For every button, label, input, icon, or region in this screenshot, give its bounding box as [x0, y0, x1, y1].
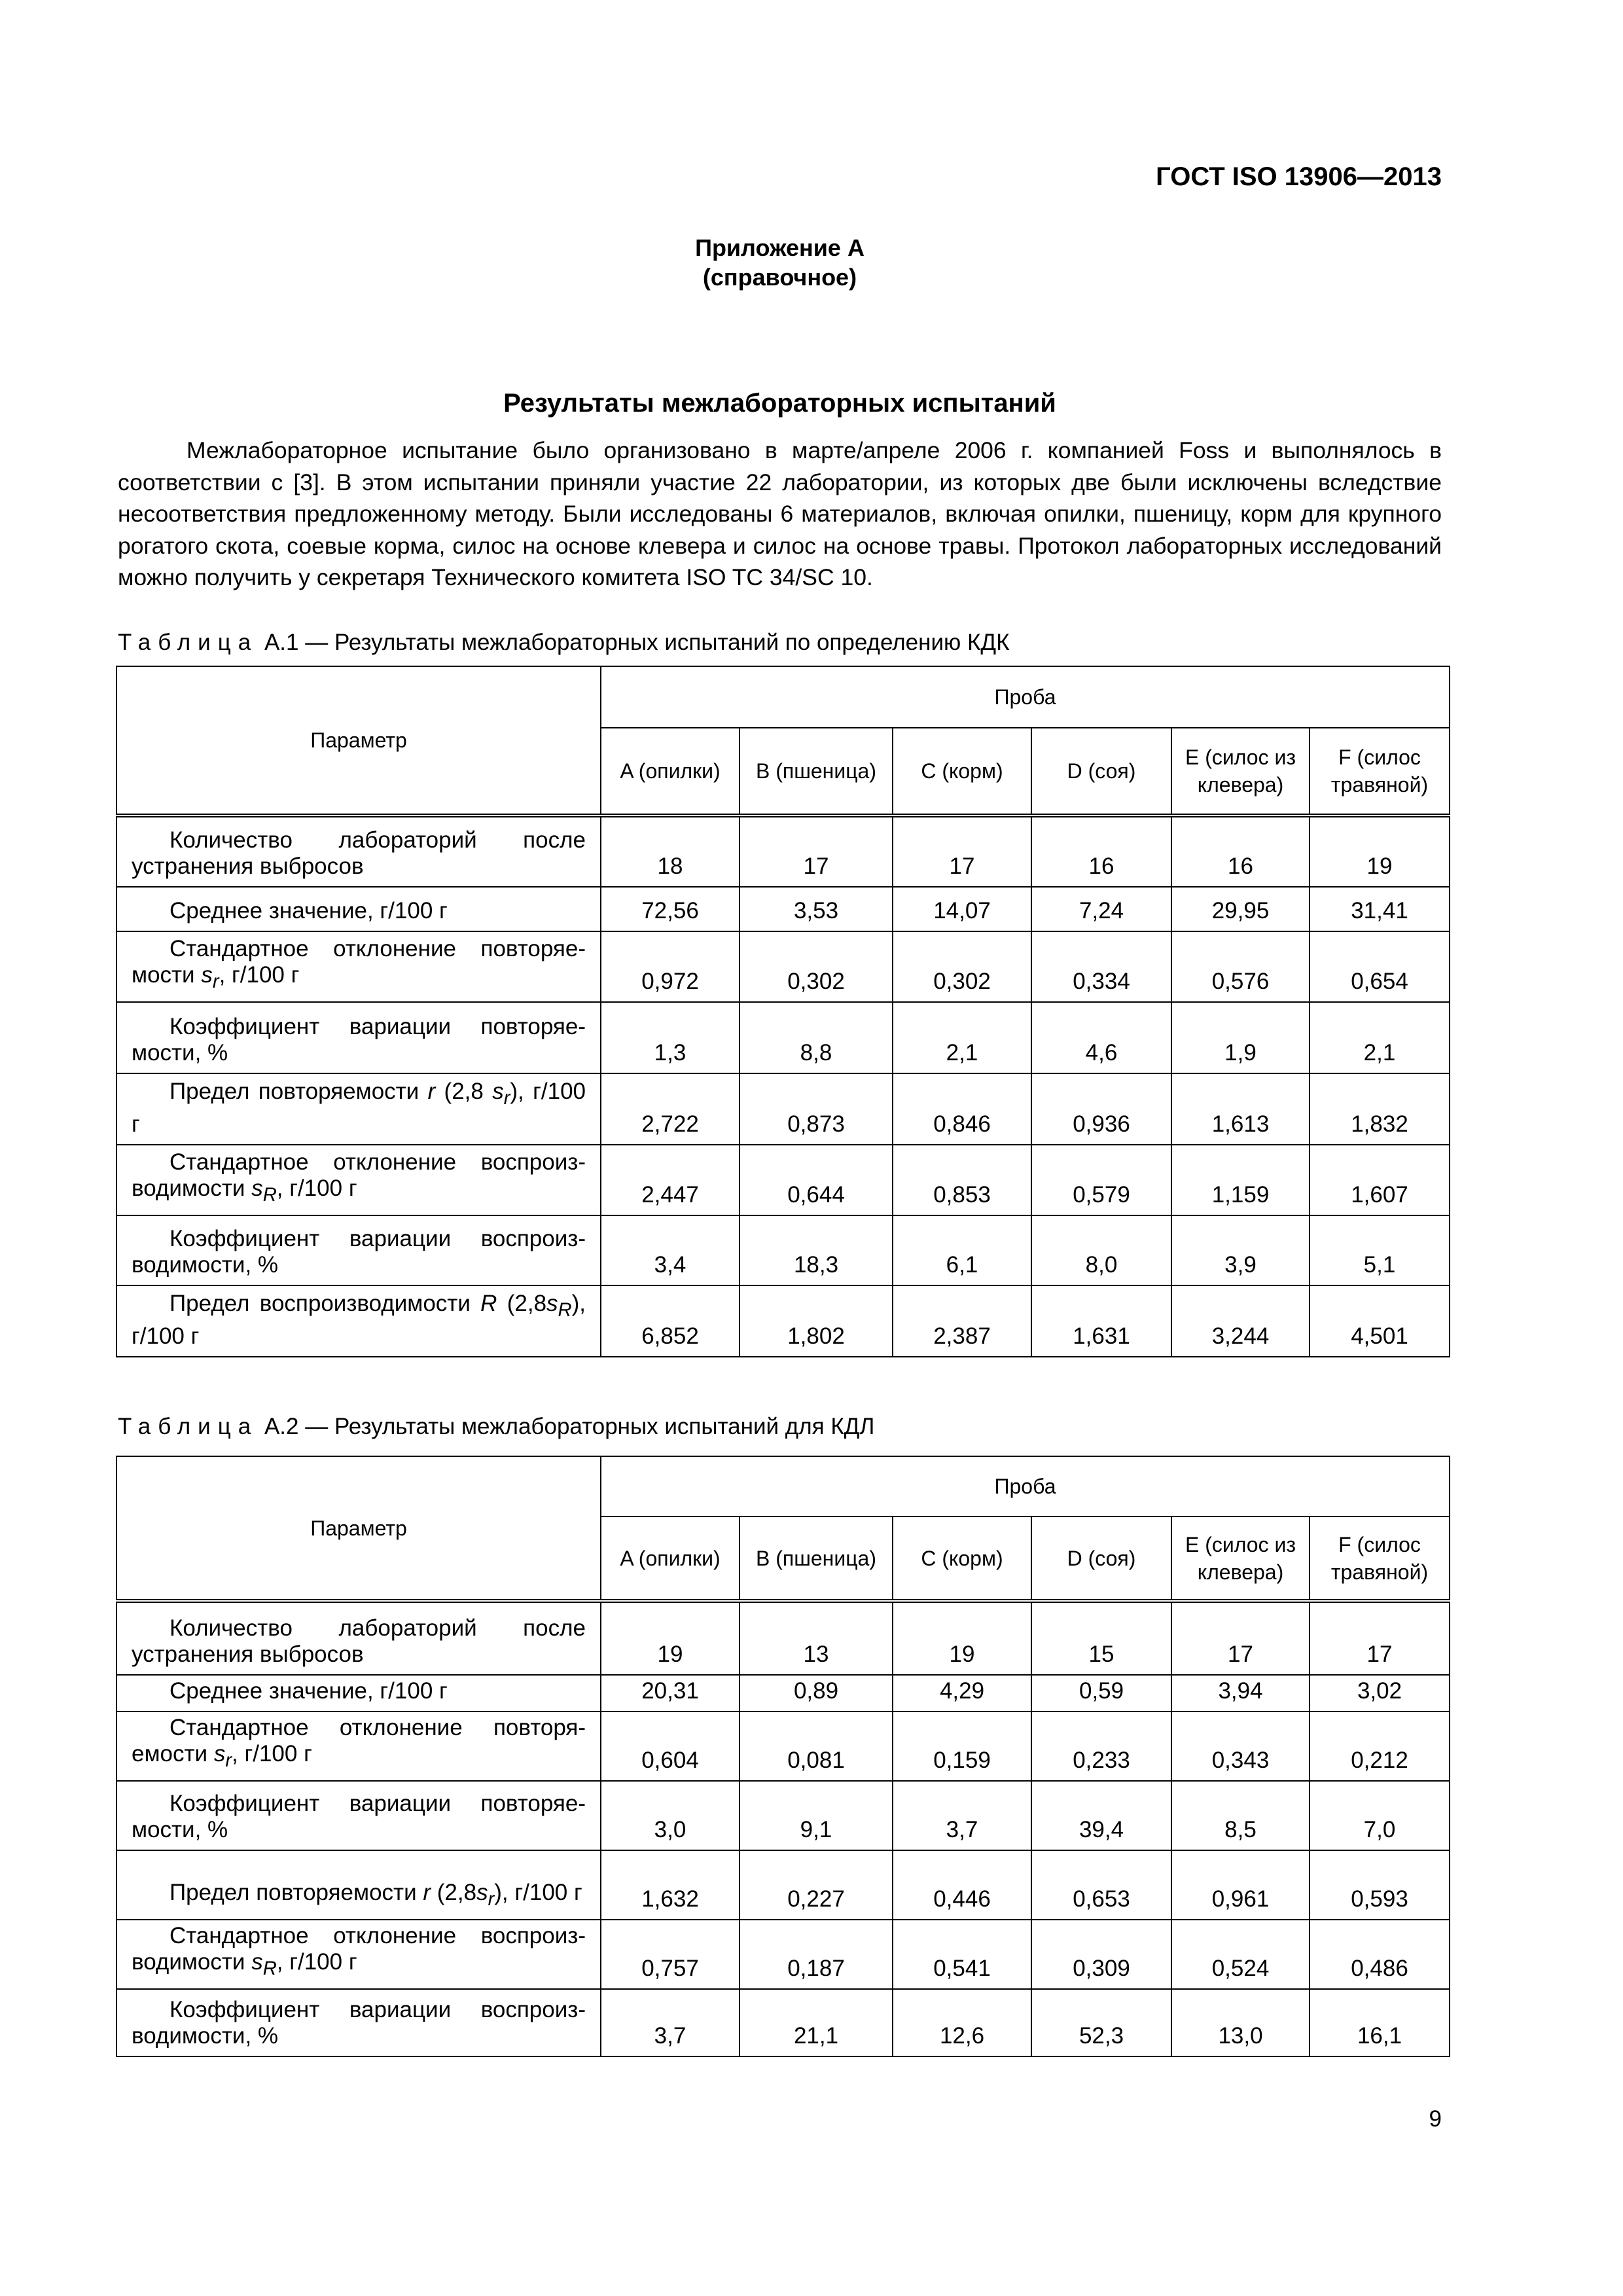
label-symbol: r — [427, 1079, 436, 1104]
value-cell: 0,579 — [1031, 1145, 1171, 1215]
label-text: (2,8 — [431, 1880, 477, 1905]
label-text: Коэффициент вариации воспроиз-водимости, % — [132, 1997, 586, 2049]
value-cell: 5,1 — [1310, 1215, 1450, 1285]
label-symbol: s — [492, 1079, 504, 1104]
value-cell: 0,233 — [1031, 1712, 1171, 1781]
table-row — [116, 1989, 1450, 2056]
value-cell: 0,227 — [740, 1850, 893, 1920]
header-row — [116, 666, 1450, 728]
value-cell: 8,5 — [1171, 1781, 1310, 1850]
row-label — [116, 1850, 601, 1920]
label-symbol: r — [423, 1880, 431, 1905]
value-cell: 0,524 — [1171, 1920, 1310, 1989]
table-row — [116, 816, 1450, 887]
label-symbol: R — [480, 1291, 497, 1316]
label-subscript: r — [212, 971, 219, 992]
value-cell: 0,653 — [1031, 1850, 1171, 1920]
value-cell: 0,486 — [1310, 1920, 1450, 1989]
value-cell: 7,0 — [1310, 1781, 1450, 1850]
table-row — [116, 1712, 1450, 1781]
label-symbol: s — [476, 1880, 488, 1905]
value-cell: 21,1 — [740, 1989, 893, 2056]
value-cell: 3,7 — [601, 1989, 740, 2056]
value-cell: 0,576 — [1171, 931, 1310, 1002]
label-text: Предел воспроизводимости — [169, 1291, 481, 1316]
value-cell: 17 — [893, 816, 1031, 887]
value-cell: 72,56 — [601, 887, 740, 931]
value-cell: 0,604 — [601, 1712, 740, 1781]
value-cell: 6,852 — [601, 1285, 740, 1357]
value-cell: 1,632 — [601, 1850, 740, 1920]
value-cell: 0,644 — [740, 1145, 893, 1215]
label-text: Среднее значение, г/100 г — [169, 898, 448, 924]
row-label — [116, 1601, 601, 1675]
value-cell: 17 — [1310, 1601, 1450, 1675]
value-cell: 8,8 — [740, 1002, 893, 1073]
table-row — [116, 1285, 1450, 1357]
value-cell: 7,24 — [1031, 887, 1171, 931]
caption-text: А.1 — Результаты межлабораторных испытаний по определению КДК — [258, 630, 1010, 655]
value-cell: 2,387 — [893, 1285, 1031, 1357]
value-cell: 16,1 — [1310, 1989, 1450, 2056]
row-label — [116, 816, 601, 887]
label-symbol: s — [213, 1741, 226, 1767]
value-cell: 0,972 — [601, 931, 740, 1002]
value-cell: 0,302 — [893, 931, 1031, 1002]
row-label — [116, 1712, 601, 1781]
value-cell: 9,1 — [740, 1781, 893, 1850]
column-header: A (опилки) — [601, 1516, 740, 1601]
value-cell: 1,832 — [1310, 1073, 1450, 1145]
label-text: Стандартное отклонение воспроиз-водимости — [132, 1149, 586, 1201]
table-row — [116, 1145, 1450, 1215]
caption-label: Таблица — [118, 1414, 259, 1439]
value-cell: 19 — [1310, 816, 1450, 887]
value-cell: 19 — [601, 1601, 740, 1675]
row-label — [116, 887, 601, 931]
column-header: E (силос из клевера) — [1171, 728, 1310, 816]
value-cell: 3,02 — [1310, 1675, 1450, 1712]
table-row — [116, 1850, 1450, 1920]
row-label — [116, 931, 601, 1002]
value-cell: 2,722 — [601, 1073, 740, 1145]
table-row — [116, 1781, 1450, 1850]
value-cell: 3,94 — [1171, 1675, 1310, 1712]
label-text: Стандартное отклонение повторя-емости — [132, 1715, 586, 1767]
value-cell: 0,541 — [893, 1920, 1031, 1989]
value-cell: 1,802 — [740, 1285, 893, 1357]
value-cell: 1,607 — [1310, 1145, 1450, 1215]
table-a1-caption — [118, 630, 1009, 656]
param-header: Параметр — [116, 666, 601, 816]
annex-title: Приложение А — [695, 234, 865, 261]
row-label — [116, 1920, 601, 1989]
value-cell: 0,334 — [1031, 931, 1171, 1002]
value-cell: 52,3 — [1031, 1989, 1171, 2056]
value-cell: 0,302 — [740, 931, 893, 1002]
label-symbol: s — [201, 962, 213, 988]
document-id: ГОСТ ISO 13906—2013 — [1156, 162, 1442, 191]
column-header: F (силос травяной) — [1310, 1516, 1450, 1601]
column-header: F (силос травяной) — [1310, 728, 1450, 816]
label-text: , г/100 г — [232, 1741, 312, 1767]
value-cell: 0,212 — [1310, 1712, 1450, 1781]
column-header: C (корм) — [893, 728, 1031, 816]
row-label — [116, 1073, 601, 1145]
value-cell: 1,9 — [1171, 1002, 1310, 1073]
value-cell: 15 — [1031, 1601, 1171, 1675]
value-cell: 0,159 — [893, 1712, 1031, 1781]
label-symbol: s — [251, 1175, 263, 1201]
label-text: , г/100 г — [219, 962, 300, 988]
label-text: (2,8 — [435, 1079, 493, 1104]
value-cell: 4,29 — [893, 1675, 1031, 1712]
table-row — [116, 1675, 1450, 1712]
annex-subtitle: (справочное) — [702, 264, 857, 291]
value-cell: 17 — [740, 816, 893, 887]
table-a1 — [116, 666, 1450, 1357]
table-row — [116, 887, 1450, 931]
value-cell: 0,309 — [1031, 1920, 1171, 1989]
row-label — [116, 1145, 601, 1215]
value-cell: 0,446 — [893, 1850, 1031, 1920]
label-subscript: R — [558, 1300, 572, 1321]
value-cell: 0,89 — [740, 1675, 893, 1712]
column-header: B (пшеница) — [740, 1516, 893, 1601]
value-cell: 3,53 — [740, 887, 893, 931]
value-cell: 0,187 — [740, 1920, 893, 1989]
label-text: Коэффициент вариации повторяе-мости, % — [132, 1791, 586, 1842]
value-cell: 0,654 — [1310, 931, 1450, 1002]
table-a2-caption — [118, 1414, 874, 1440]
column-header: E (силос из клевера) — [1171, 1516, 1310, 1601]
label-text: , г/100 г — [276, 1175, 357, 1201]
table-row — [116, 1002, 1450, 1073]
value-cell: 31,41 — [1310, 887, 1450, 931]
page-number: 9 — [1429, 2106, 1442, 2132]
value-cell: 0,936 — [1031, 1073, 1171, 1145]
label-symbol: s — [251, 1949, 263, 1975]
value-cell: 3,9 — [1171, 1215, 1310, 1285]
table-row — [116, 1601, 1450, 1675]
value-cell: 0,853 — [893, 1145, 1031, 1215]
label-text: ), г/100 г — [132, 1291, 586, 1349]
table-row — [116, 1215, 1450, 1285]
caption-label: Таблица — [118, 630, 259, 655]
label-subscript: R — [262, 1185, 277, 1206]
row-label — [116, 1002, 601, 1073]
value-cell: 14,07 — [893, 887, 1031, 931]
row-label — [116, 1781, 601, 1850]
label-text: Коэффициент вариации воспроиз-водимости, % — [132, 1226, 586, 1278]
value-cell: 8,0 — [1031, 1215, 1171, 1285]
row-label — [116, 1215, 601, 1285]
label-text: , г/100 г — [276, 1949, 357, 1975]
value-cell: 3,4 — [601, 1215, 740, 1285]
value-cell: 16 — [1031, 816, 1171, 887]
value-cell: 20,31 — [601, 1675, 740, 1712]
table-a2 — [116, 1456, 1450, 2057]
value-cell: 3,7 — [893, 1781, 1031, 1850]
value-cell: 0,081 — [740, 1712, 893, 1781]
row-label — [116, 1989, 601, 2056]
label-text: Предел повторяемости — [169, 1079, 428, 1104]
label-text: ), г/100 г — [132, 1079, 586, 1137]
sample-group-header: Проба — [601, 666, 1450, 728]
caption-text: А.2 — Результаты межлабораторных испытаний для КДЛ — [258, 1414, 875, 1439]
row-label — [116, 1285, 601, 1357]
value-cell: 3,0 — [601, 1781, 740, 1850]
intro-paragraph: Межлабораторное испытание было организовано в марте/апреле 2006 г. компанией Foss и выполнялось в соответствии с [3]. В этом испытании приняли участие 22 лаборатории, из которых две были исключены вследствие несоответствия предложенному методу. Были исследованы 6 материалов, включая опилки, пшеницу, корм для крупного рогатого скота, соевые корма, силос на основе клевера и силос на основе травы. Протокол лабораторных исследований можно получить у секретаря Технического комитета ISO TC 34/SC 10. — [118, 437, 1442, 590]
value-cell: 17 — [1171, 1601, 1310, 1675]
label-subscript: r — [503, 1088, 510, 1109]
value-cell: 3,244 — [1171, 1285, 1310, 1357]
column-header: D (соя) — [1031, 728, 1171, 816]
section-title: Результаты межлабораторных испытаний — [503, 389, 1056, 418]
value-cell: 0,873 — [740, 1073, 893, 1145]
label-subscript: r — [488, 1889, 495, 1910]
label-subscript: r — [225, 1750, 232, 1771]
value-cell: 18,3 — [740, 1215, 893, 1285]
label-text: Среднее значение, г/100 г — [169, 1678, 448, 1704]
value-cell: 1,613 — [1171, 1073, 1310, 1145]
label-text: Стандартное отклонение воспроиз-водимости — [132, 1923, 586, 1975]
value-cell: 13 — [740, 1601, 893, 1675]
value-cell: 0,846 — [893, 1073, 1031, 1145]
header-row — [116, 1456, 1450, 1516]
column-header: A (опилки) — [601, 728, 740, 816]
value-cell: 1,3 — [601, 1002, 740, 1073]
label-subscript: R — [262, 1958, 277, 1979]
label-text: Стандартное отклонение повторяе-мости — [132, 936, 586, 988]
value-cell: 0,961 — [1171, 1850, 1310, 1920]
label-text: Количество лабораторий после устранения выбросов — [132, 1615, 586, 1667]
label-text: Коэффициент вариации повторяе-мости, % — [132, 1014, 586, 1066]
table-row — [116, 1920, 1450, 1989]
value-cell: 0,343 — [1171, 1712, 1310, 1781]
column-header: D (соя) — [1031, 1516, 1171, 1601]
value-cell: 18 — [601, 816, 740, 887]
column-header: B (пшеница) — [740, 728, 893, 816]
table-row — [116, 1073, 1450, 1145]
row-label — [116, 1675, 601, 1712]
label-text: (2,8 — [497, 1291, 547, 1316]
value-cell: 29,95 — [1171, 887, 1310, 931]
value-cell: 1,631 — [1031, 1285, 1171, 1357]
sample-group-header: Проба — [601, 1456, 1450, 1516]
value-cell: 19 — [893, 1601, 1031, 1675]
value-cell: 0,593 — [1310, 1850, 1450, 1920]
label-text: Предел повторяемости — [169, 1880, 423, 1905]
label-text: Количество лабораторий после устранения выбросов — [132, 827, 586, 879]
value-cell: 2,1 — [1310, 1002, 1450, 1073]
value-cell: 1,159 — [1171, 1145, 1310, 1215]
value-cell: 12,6 — [893, 1989, 1031, 2056]
value-cell: 39,4 — [1031, 1781, 1171, 1850]
column-header: C (корм) — [893, 1516, 1031, 1601]
value-cell: 2,447 — [601, 1145, 740, 1215]
value-cell: 16 — [1171, 816, 1310, 887]
value-cell: 6,1 — [893, 1215, 1031, 1285]
value-cell: 4,6 — [1031, 1002, 1171, 1073]
value-cell: 4,501 — [1310, 1285, 1450, 1357]
value-cell: 2,1 — [893, 1002, 1031, 1073]
label-symbol: s — [546, 1291, 558, 1316]
label-text: ), г/100 г — [494, 1880, 582, 1905]
value-cell: 13,0 — [1171, 1989, 1310, 2056]
value-cell: 0,757 — [601, 1920, 740, 1989]
param-header: Параметр — [116, 1456, 601, 1601]
table-row — [116, 931, 1450, 1002]
value-cell: 0,59 — [1031, 1675, 1171, 1712]
